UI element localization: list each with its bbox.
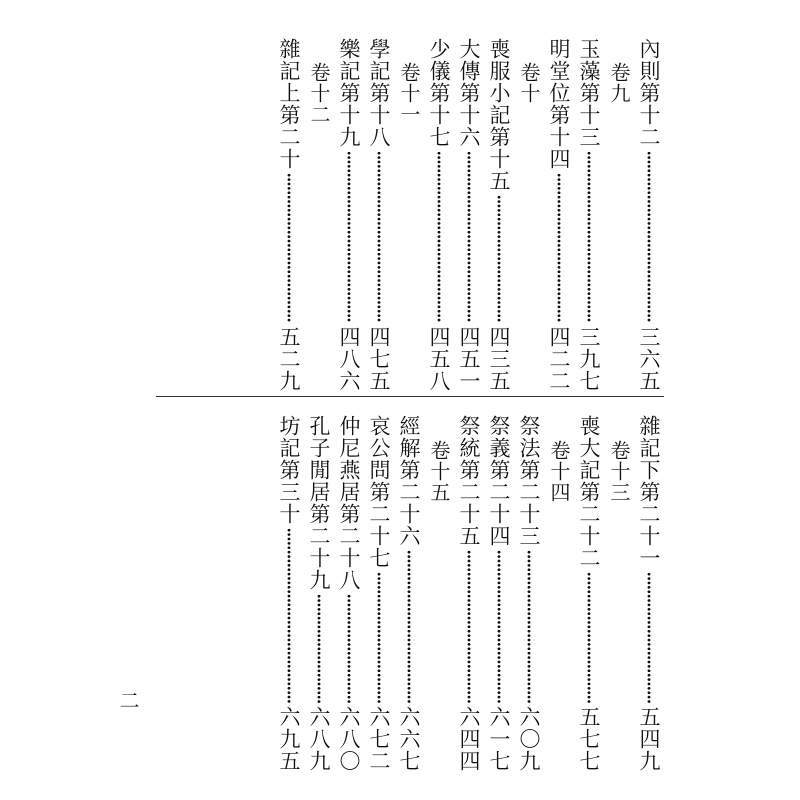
volume-label: 卷十三 <box>607 440 631 503</box>
entry-page-number: 六〇九 <box>517 706 541 772</box>
toc-entry[interactable] <box>486 38 512 392</box>
toc-entry[interactable] <box>456 415 482 772</box>
volume-heading <box>606 440 632 503</box>
toc-entry[interactable] <box>576 415 602 772</box>
toc-entry[interactable] <box>576 38 602 392</box>
toc-entry[interactable] <box>396 415 422 772</box>
toc-entry[interactable] <box>336 415 362 772</box>
section-divider <box>156 396 664 397</box>
entry-page-number: 四五一 <box>457 326 481 392</box>
dot-leader <box>407 550 411 703</box>
toc-entry[interactable] <box>486 415 512 772</box>
entry-title: 喪服小記第十五 <box>487 38 511 192</box>
entry-title: 仲尼燕居第二十八 <box>337 415 361 591</box>
volume-label: 卷十五 <box>427 440 451 503</box>
entry-title: 雜記下第二十一 <box>637 415 661 569</box>
entry-title: 經解第二十六 <box>397 415 421 547</box>
dot-leader <box>377 151 381 323</box>
entry-page-number: 五四九 <box>637 706 661 772</box>
toc-entry[interactable] <box>306 415 332 772</box>
entry-page-number: 三六五 <box>637 326 661 392</box>
volume-heading <box>606 62 632 104</box>
toc-entry[interactable] <box>336 38 362 392</box>
page-number: 二 <box>116 690 140 710</box>
toc-entry[interactable] <box>636 415 662 772</box>
volume-label: 卷十四 <box>547 440 571 503</box>
entry-page-number: 五二九 <box>277 326 301 392</box>
volume-heading <box>426 440 452 503</box>
entry-title: 孔子閒居第二十九 <box>307 415 331 591</box>
toc-entry[interactable] <box>276 415 302 772</box>
toc-entry[interactable] <box>516 415 542 772</box>
toc-entry[interactable] <box>456 38 482 392</box>
volume-label: 卷十一 <box>397 62 421 125</box>
dot-leader <box>527 550 531 703</box>
entry-title: 喪大記第二十二 <box>577 415 601 569</box>
entry-page-number: 六六七 <box>397 706 421 772</box>
volume-label: 卷十二 <box>307 62 331 125</box>
entry-title: 祭統第二十五 <box>457 415 481 547</box>
entry-page-number: 五七七 <box>577 706 601 772</box>
toc-entry[interactable] <box>636 38 662 392</box>
entry-title: 學記第十八 <box>367 38 391 148</box>
dot-leader <box>287 528 291 703</box>
dot-leader <box>467 151 471 323</box>
entry-title: 大傳第十六 <box>457 38 481 148</box>
entry-page-number: 六八九 <box>307 706 331 772</box>
entry-title: 樂記第十九 <box>337 38 361 148</box>
volume-label: 卷九 <box>607 62 631 104</box>
toc-entry[interactable] <box>366 38 392 392</box>
entry-title: 坊記第三十 <box>277 415 301 525</box>
toc-entry[interactable] <box>276 38 302 392</box>
entry-page-number: 三九七 <box>577 326 601 392</box>
volume-label: 卷十 <box>517 62 541 104</box>
entry-title: 明堂位第十四 <box>547 38 571 170</box>
entry-page-number: 四八六 <box>337 326 361 392</box>
entry-page-number: 四三五 <box>487 326 511 392</box>
entry-title: 少儀第十七 <box>427 38 451 148</box>
entry-title: 祭義第二十四 <box>487 415 511 547</box>
volume-heading <box>306 62 332 125</box>
toc-entry[interactable] <box>366 415 392 772</box>
dot-leader <box>347 594 351 703</box>
dot-leader <box>437 151 441 323</box>
entry-page-number: 六一七 <box>487 706 511 772</box>
entry-title: 玉藻第十三 <box>577 38 601 148</box>
entry-page-number: 六四四 <box>457 706 481 772</box>
dot-leader <box>287 173 291 323</box>
dot-leader <box>317 594 321 703</box>
dot-leader <box>347 151 351 323</box>
entry-page-number: 六八〇 <box>337 706 361 772</box>
entry-page-number: 四七五 <box>367 326 391 392</box>
dot-leader <box>467 550 471 703</box>
volume-heading <box>546 440 572 503</box>
toc-entry[interactable] <box>546 38 572 392</box>
dot-leader <box>647 572 651 703</box>
dot-leader <box>377 572 381 703</box>
dot-leader <box>497 550 501 703</box>
entry-page-number: 四五八 <box>427 326 451 392</box>
entry-title: 內則第十二 <box>637 38 661 148</box>
entry-title: 哀公問第二十七 <box>367 415 391 569</box>
dot-leader <box>647 151 651 323</box>
dot-leader <box>587 572 591 703</box>
dot-leader <box>497 195 501 323</box>
dot-leader <box>557 173 561 323</box>
toc-entry[interactable] <box>426 38 452 392</box>
entry-page-number: 四二二 <box>547 326 571 392</box>
entry-page-number: 六九五 <box>277 706 301 772</box>
entry-title: 祭法第二十三 <box>517 415 541 547</box>
volume-heading <box>516 62 542 104</box>
entry-title: 雜記上第二十 <box>277 38 301 170</box>
dot-leader <box>587 151 591 323</box>
volume-heading <box>396 62 422 125</box>
entry-page-number: 六七二 <box>367 706 391 772</box>
